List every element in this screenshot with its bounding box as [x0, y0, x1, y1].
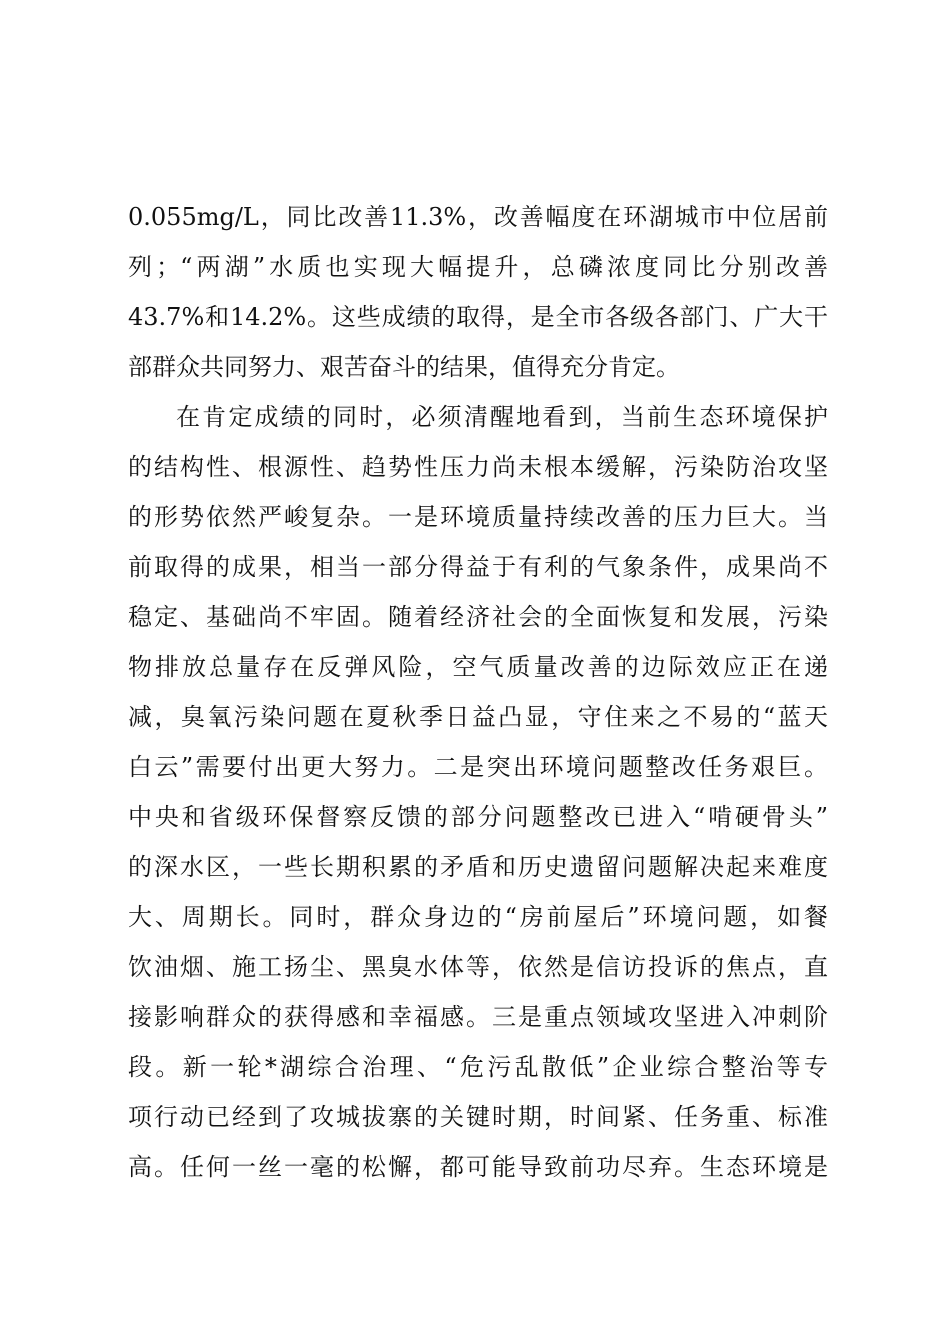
text-line: 的结构性、根源性、趋势性压力尚未根本缓解，污染防治攻坚 [128, 453, 828, 481]
text-line: 中央和省级环保督察反馈的部分问题整改已进入“啃硬骨头” [128, 803, 828, 831]
text-line: 稳定、基础尚不牢固。随着经济社会的全面恢复和发展，污染 [128, 603, 828, 631]
text-line: 接影响群众的获得感和幸福感。三是重点领域攻坚进入冲刺阶 [128, 1003, 828, 1031]
text-line: 的形势依然严峻复杂。一是环境质量持续改善的压力巨大。当 [128, 503, 828, 531]
text-line: 0.055mg/L，同比改善11.3%，改善幅度在环湖城市中位居前 [128, 203, 828, 231]
text-line: 大、周期长。同时，群众身边的“房前屋后”环境问题，如餐 [128, 903, 828, 931]
text-line: 白云”需要付出更大努力。二是突出环境问题整改任务艰巨。 [128, 753, 828, 781]
text-line: 物排放总量存在反弹风险，空气质量改善的边际效应正在递 [128, 653, 828, 681]
paragraph-1 [128, 192, 828, 392]
text-line: 饮油烟、施工扬尘、黑臭水体等，依然是信访投诉的焦点，直 [128, 953, 828, 981]
text-line: 43.7%和14.2%。这些成绩的取得，是全市各级各部门、广大干 [128, 303, 828, 331]
text-line: 在肯定成绩的同时，必须清醒地看到，当前生态环境保护 [176, 403, 828, 431]
text-line: 减，臭氧污染问题在夏秋季日益凸显，守住来之不易的“蓝天 [128, 703, 828, 731]
text-line: 的深水区，一些长期积累的矛盾和历史遗留问题解决起来难度 [128, 853, 828, 881]
text-line: 列；“两湖”水质也实现大幅提升，总磷浓度同比分别改善 [128, 253, 828, 281]
paragraph-2 [128, 392, 828, 1192]
text-line: 段。新一轮*湖综合治理、“危污乱散低”企业综合整治等专 [128, 1053, 828, 1081]
document-body [128, 192, 828, 1192]
text-line: 部群众共同努力、艰苦奋斗的结果，值得充分肯定。 [128, 353, 680, 381]
text-line: 项行动已经到了攻城拔寨的关键时期，时间紧、任务重、标准 [128, 1103, 828, 1131]
text-line: 前取得的成果，相当一部分得益于有利的气象条件，成果尚不 [128, 553, 828, 581]
text-line: 高。任何一丝一毫的松懈，都可能导致前功尽弃。生态环境是 [128, 1153, 828, 1181]
